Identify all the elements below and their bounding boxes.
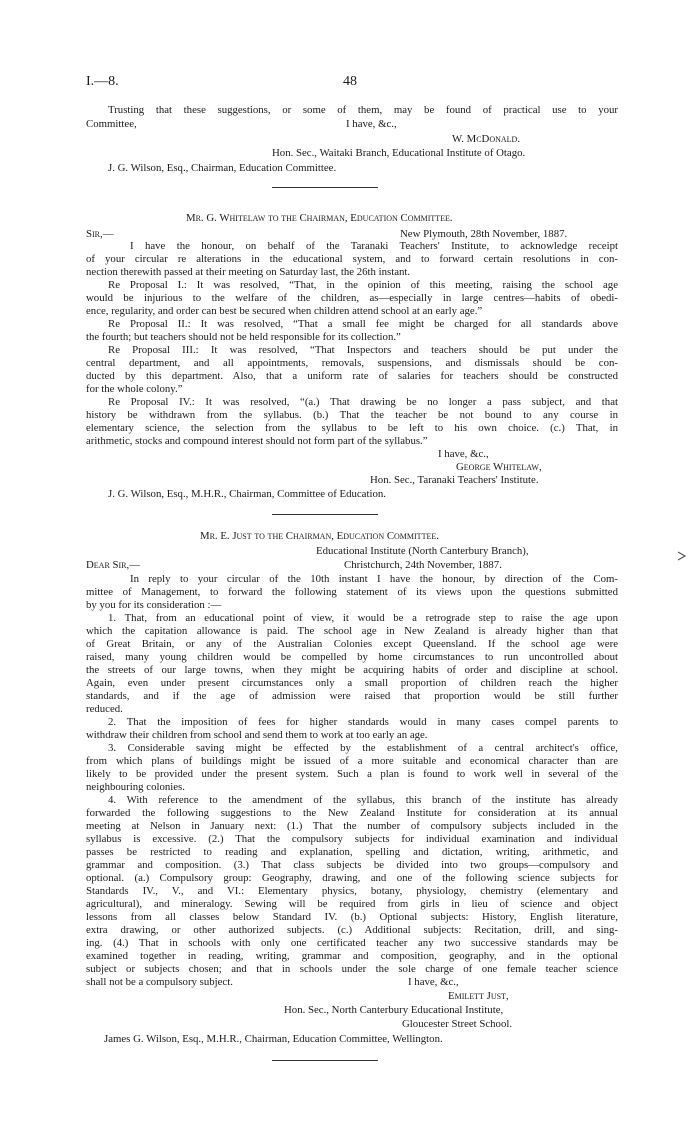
body-line: forwarded the following suggestions to the New Zealand Institute for consideration at its annual [86,807,618,819]
body-line: reduced. [86,703,123,715]
body-line: of your circular re alterations in the educational system, and to forward certain resolutions in con- [86,253,618,265]
body-line: Trusting that these suggestions, or some of them, may be found of practical use to your [108,104,618,116]
body-line: the fourth; but teachers should not be held responsible for its collection.” [86,331,401,343]
body-line: would be injurious to the welfare of the children, as—especially in large centres—habits of obedi- [86,292,618,304]
school-line: Gloucester Street School. [402,1018,513,1030]
page-number: 48 [343,74,357,89]
signatory-title: Hon. Sec., Taranaki Teachers' Institute. [370,474,539,486]
body-line: extra drawing, or other authorized subjects. (c.) Additional subjects: Recitation, drill, and sing- [86,924,618,936]
body-line: raised, many young children would be compelled by home circumstances to run uncontrolled about [86,651,618,663]
body-line: elementary science, the selection from the syllabus to be left to his own choice. (c.) That, in [86,422,618,434]
body-line: neighbouring colonies. [86,781,185,793]
body-line: nection therewith passed at their meeting on Saturday last, the 26th instant. [86,266,411,278]
body-line: history be withdrawn from the syllabus. (b.) That the teacher be not bound to any course in [86,409,618,421]
margin-mark [676,548,692,569]
body-line: central department, and all appointments, removals, suspensions, and dismissals should be con- [86,357,618,369]
addressee: J. G. Wilson, Esq., Chairman, Education Committee. [108,162,337,174]
body-line: Re Proposal III.: It was resolved, “That Inspectors and teachers should be put under the [108,344,618,356]
body-line: mittee of Management, to forward the following statement of its views upon the questions submitted [86,586,618,598]
closing: I have, &c., [408,976,459,988]
body-line: syllabus is excessive. (2.) That the compulsory subjects for individual examination and individual [86,833,618,845]
place-date: New Plymouth, 28th November, 1887. [400,228,568,240]
section-divider [272,1060,378,1061]
body-line: In reply to your circular of the 10th instant I have the honour, by direction of the Com- [130,573,618,585]
body-line: standards, and if the age of admission were raised that proportion would be still further [86,690,618,702]
body-line: Again, even under present circumstances only a small proportion of children reach the higher [86,677,618,689]
closing: I have, &c., [438,448,489,460]
body-line: I have the honour, on behalf of the Taranaki Teachers' Institute, to acknowledge receipt [130,240,618,252]
addressee: J. G. Wilson, Esq., M.H.R., Chairman, Committee of Education. [108,488,386,500]
body-line: Standards IV., V., and VI.: Elementary physics, botany, physiology, chemistry (elementary and [86,885,618,897]
addressee: James G. Wilson, Esq., M.H.R., Chairman, Education Committee, Wellington. [104,1033,443,1045]
place-date: Christchurch, 24th November, 1887. [344,559,502,571]
body-line: 3. Considerable saving might be effected by the establishment of a central architect's office, [108,742,618,754]
body-line: which the capitation allowance is paid. The school age in New Zealand is already higher than that [86,625,618,637]
body-line: lessons from all classes below Standard IV. (b.) Optional subjects: History, English literature, [86,911,618,923]
body-line: 1. That, from an educational point of view, it would be a retrograde step to raise the age upon [108,612,618,624]
body-line: the streets of our large towns, when they might be acquiring habits of order and discipline at school. [86,664,618,676]
body-line: ducted by this department. Also, that a uniform rate of salaries for teachers should be constructed [86,370,618,382]
body-line: optional. (a.) Compulsory group: Geography, drawing, and one of the following science subjects for [86,872,618,884]
body-line: subject or subjects chosen; and that in schools under the sole charge of one female teacher science [86,963,618,975]
signatory-title: Hon. Sec., Waitaki Branch, Educational Institute of Otago. [272,147,526,159]
body-line: agricultural), and mineralogy. Sewing will be required from girls in lieu of science and object [86,898,618,910]
body-line: grammar and composition. (3.) That class subjects be divided into two groups—compulsory and [86,859,618,871]
salutation: Sir,— [86,228,114,240]
body-line: 2. That the imposition of fees for higher standards would in many cases compel parents to [108,716,618,728]
body-line: shall not be a compulsory subject. [86,976,233,988]
section-divider [272,187,378,188]
report-reference: I.—8. [86,74,119,89]
institution-line: Educational Institute (North Canterbury Branch), [316,545,529,557]
body-line: Re Proposal II.: It was resolved, “That a small fee might be charged for all standards above [108,318,618,330]
body-line: Committee, [86,118,137,130]
body-line: likely to be provided under the present system. Such a plan is found to work well in several of the [86,768,618,780]
body-line: ence, regularity, and order can best be secured when children attend school at an early age.” [86,305,483,317]
body-line: from which plans of buildings might be issued of a more suitable and economical character than are [86,755,618,767]
signature: W. McDonald. [452,133,521,145]
body-line: by you for its consideration :— [86,599,222,611]
body-line: ing. (4.) That in schools with only one certificated teacher any two successive standards may be [86,937,618,949]
body-line: passes be restricted to reading and explanation, spelling and dictation, writing, arithmetic, and [86,846,618,858]
body-line: for the whole colony.” [86,383,183,395]
letter-heading: Mr. G. Whitelaw to the Chairman, Education Committee. [186,212,453,224]
signature: George Whitelaw, [456,461,542,473]
letter-heading: Mr. E. Just to the Chairman, Education Committee. [200,530,439,542]
body-line: examined together in reading, writing, grammar and composition, geography, and in the optional [86,950,618,962]
body-line: meeting at Nelson in January next: (1.) That the number of compulsory subjects included in the [86,820,618,832]
body-line: withdraw their children from school and send them to work at too early an age. [86,729,428,741]
body-line: arithmetic, stocks and compound interest should not form part of the syllabus.” [86,435,428,447]
closing: I have, &c., [346,118,397,130]
body-line: of Great Britain, or any of the Australian Colonies except Queensland. If the school age were [86,638,618,650]
section-divider [272,514,378,515]
body-line: Re Proposal IV.: It was resolved, “(a.) That drawing be no longer a pass subject, and that [108,396,618,408]
body-line: 4. With reference to the amendment of the syllabus, this branch of the institute has already [108,794,618,806]
signature: Emilett Just, [448,990,509,1002]
signatory-title: Hon. Sec., North Canterbury Educational Institute, [284,1004,504,1016]
body-line: Re Proposal I.: It was resolved, “That, in the opinion of this meeting, raising the school age [108,279,618,291]
salutation: Dear Sir,— [86,559,140,571]
